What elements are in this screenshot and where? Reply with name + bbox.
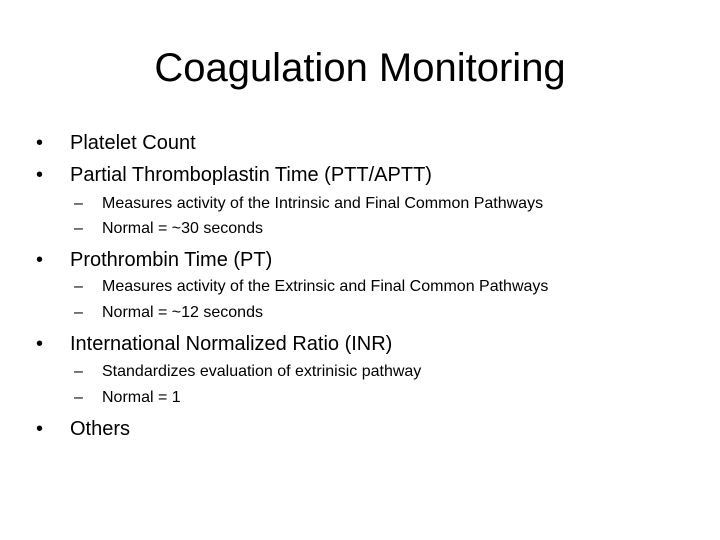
bullet-text: Platelet Count (70, 132, 196, 154)
sub-bullet-text: Measures activity of the Intrinsic and Final Common Pathways (102, 195, 544, 212)
sub-bullet-text: Normal = 1 (102, 389, 181, 406)
dash-icon: – (74, 278, 83, 295)
sub-bullet-text: Normal = ~30 seconds (102, 220, 263, 237)
bullet-text: Partial Thromboplastin Time (PTT/APTT) (70, 164, 432, 186)
slide-title: Coagulation Monitoring (154, 46, 566, 90)
bullet-item (36, 247, 272, 273)
bullet-text: Prothrombin Time (PT) (70, 249, 273, 271)
sub-bullet-item (74, 387, 181, 409)
sub-bullet-item (74, 276, 548, 298)
bullet-text: Others (70, 418, 131, 440)
bullet-icon: • (36, 418, 44, 440)
sub-bullet-item (74, 361, 421, 383)
dash-icon: – (74, 220, 83, 237)
bullet-icon: • (36, 164, 44, 186)
dash-icon: – (74, 304, 83, 321)
bullet-item (36, 130, 196, 156)
bullet-icon: • (36, 132, 44, 154)
bullet-item (36, 416, 130, 442)
sub-bullet-item (74, 193, 543, 215)
bullet-icon: • (36, 249, 44, 271)
dash-icon: – (74, 389, 83, 406)
bullet-item (36, 331, 392, 357)
bullet-text: International Normalized Ratio (INR) (70, 333, 393, 355)
sub-bullet-text: Measures activity of the Extrinsic and Final Common Pathways (102, 278, 549, 295)
dash-icon: – (74, 195, 83, 212)
sub-bullet-text: Normal = ~12 seconds (102, 304, 263, 321)
bullet-item (36, 162, 432, 188)
sub-bullet-item (74, 302, 263, 324)
bullet-icon: • (36, 333, 44, 355)
dash-icon: – (74, 363, 83, 380)
sub-bullet-item (74, 218, 263, 240)
sub-bullet-text: Standardizes evaluation of extrinisic pathway (102, 363, 422, 380)
